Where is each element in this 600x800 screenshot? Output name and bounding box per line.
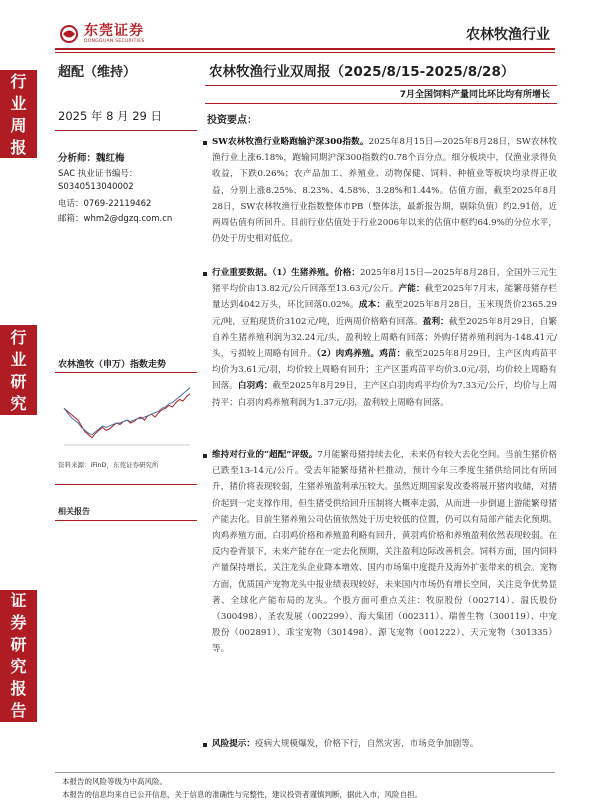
sidebar-section-securities <box>0 590 37 722</box>
sidebar-char: 研 <box>10 372 27 391</box>
sidebar-char: 证 <box>10 591 27 610</box>
sidebar-char: 报 <box>10 679 27 698</box>
chart-title: 农林渔牧（申万）指数走势 <box>58 360 167 370</box>
bullet-icon <box>203 743 207 747</box>
analyst-sac-label: SAC 执业证书编号： <box>58 169 138 179</box>
report-title: 农林牧渔行业双周报（2025/8/15-2025/8/28） <box>209 64 515 80</box>
sidebar-char: 券 <box>10 613 27 632</box>
chart-divider-bottom <box>55 484 197 485</box>
brand-logo <box>58 24 145 44</box>
sidebar-char: 业 <box>10 94 27 113</box>
investment-highlights-heading: 投资要点： <box>207 115 257 126</box>
bullet-icon <box>203 454 207 458</box>
analyst-cert-number: S0340513040002 <box>58 182 134 192</box>
bullet-icon <box>203 141 207 145</box>
sidebar-char: 究 <box>10 657 27 676</box>
analyst-name: 魏红梅 <box>96 153 125 164</box>
footer-risk-level: 本报告的风险等级为中高风险。 <box>62 777 167 786</box>
sidebar-char: 业 <box>10 350 27 369</box>
sidebar-section-research <box>0 325 37 415</box>
paragraph-industry-data: 行业重要数据。（1）生猪养殖。价格：2025年8月15日—2025年8月28日，全国外三元生猪平均价由13.82元/公斤回落至13.63元/公斤。产能：截至2025年7月末，能繁母猪存栏量达到4042万头，环比回落0.02%。成本：截至2025年8月28日，玉米现货价2365.29元/吨，豆粕现货价3102元/吨，近两周价格略有回落。盈利：截至2025年8月29日，自繁自养生猪养殖利润为32.24元/头，盈利较上周略有回落；外购仔猪养殖利润为-148.41元/头，亏损较上周略有回升。（2）肉鸡养殖。鸡苗：截至2025年8月29日，主产区肉鸡苗平均价为3.61元/羽，均价较上周略有回升；主产区蛋鸡苗平均价3.0元/羽，均价较上周略有回落。白羽鸡：截至2025年8月29日，主产区白羽肉鸡平均价为7.33元/公斤，均价与上周持平；白羽肉鸡养殖利润为1.37元/羽，盈利较上周略有回落。 <box>212 268 557 408</box>
left-divider <box>55 130 197 131</box>
brand-mark-icon <box>58 25 80 43</box>
paragraph-risk: 风险提示：疫病大规模爆发，价格下行，自然灾害，市场竞争加剧等。 <box>212 739 479 749</box>
related-divider <box>55 520 197 521</box>
sidebar-char: 行 <box>10 72 27 91</box>
sidebar-char: 究 <box>10 394 27 413</box>
index-trend-chart <box>58 375 194 453</box>
chart-source: 资料来源：iFinD，东莞证券研究所 <box>58 461 159 469</box>
footer-divider <box>55 772 555 773</box>
analyst-email[interactable]: 邮箱：whm2@dgzq.com.cn <box>58 214 173 224</box>
sidebar-char: 报 <box>10 138 27 157</box>
report-subtitle: 7月全国饲料产量同比环比均有所增长 <box>399 90 550 100</box>
sidebar-char: 行 <box>10 328 27 347</box>
footer-disclaimer: 本报告的信息均来自已公开信息，关于信息的准确性与完整性，建议投资者谨慎判断，据此入市，风险自担。 <box>62 790 422 799</box>
header-divider-thin <box>55 52 555 53</box>
brand-name: 东莞证券 <box>84 23 144 39</box>
industry-heading: 农林牧渔行业 <box>466 27 550 43</box>
header-divider <box>55 48 555 50</box>
sidebar-char: 告 <box>10 701 27 720</box>
report-date: 2025 年 8 月 29 日 <box>58 109 162 123</box>
sidebar-char: 周 <box>10 116 27 135</box>
chart-series-line-0 <box>64 394 190 438</box>
analyst-label: 分析师：魏红梅 <box>58 153 125 164</box>
analyst-phone: 电话：0769-22119462 <box>58 199 152 209</box>
sidebar-char: 研 <box>10 635 27 654</box>
rating: 超配（维持） <box>58 65 137 80</box>
sidebar-section-weekly <box>0 70 37 158</box>
paragraph-index-performance: SW农林牧渔行业略跑输沪深300指数。2025年8月15日—2025年8月28日，SW农林牧渔行业上涨6.18%，跑输同期沪深300指数约0.78个百分点。细分板块中，仅渔业录得负收益，下跌0.26%；农产品加工、养殖业、动物保健、饲料、种植业等板块均录得正收益，分别上涨8.25%、8.23%、4.58%、3.28%和1.44%。估值方面，截至2025年8月28日，SW农林牧渔行业指数整体市PB（整体法，最新报告期，剔除负值）约2.91倍，近两周估值有所回升。目前行业估值处于行业2006年以来的估值中枢约64.9%的分位水平，仍处于历史相对低位。 <box>212 137 557 245</box>
brand-subtitle: DONGGUAN SECURITIES <box>84 39 145 44</box>
index-trend-svg <box>58 375 194 453</box>
bullet-icon <box>203 272 207 276</box>
chart-divider-top <box>55 372 197 373</box>
related-reports-label: 相关报告 <box>58 507 90 516</box>
paragraph-rating: 维持对行业的“超配”评级。7月能繁母猪持续去化，未来仍有较大去化空间。当前生猪价格已跌至13-14元/公斤。受去年能繁母猪补栏推动，预计今年三季度生猪供给同比有所回升，猪价将表现较弱，生猪养殖盈利承压较大。虽然近期国家发改委将展开猪肉收储，对猪价起到一定支撑作用，但生猪受供给回升压制将大概率走弱，从而进一步倒逼上游能繁母猪产能去化。目前生猪养殖公司估值依然处于历史较低的位置，仍可以有局部产能去化预期。肉鸡养殖方面，白羽鸡价格和养殖盈利略有回升，黄羽鸡价格和养殖盈利依然表现较弱。在反内卷背景下，未来产能存在一定去化预期，关注盈利边际改善机会。饲料方面，国内饲料产量保持增长，关注龙头企业降本增效、国内市场集中度提升及海外扩张带来的机会。宠物方面，优质国产宠物龙头中报业绩表现较好，未来国内市场仍有增长空间，关注竞争优势显著、全球化产能布局的龙头。个股方面可重点关注：牧原股份（002714）、温氏股份（300498）、圣农发展（002299）、海大集团（002311）、瑞普生物（300119）、中宠股份（002891）、乖宝宠物（301498）、源飞宠物（001222）、天元宠物（301335）等。 <box>212 450 557 655</box>
